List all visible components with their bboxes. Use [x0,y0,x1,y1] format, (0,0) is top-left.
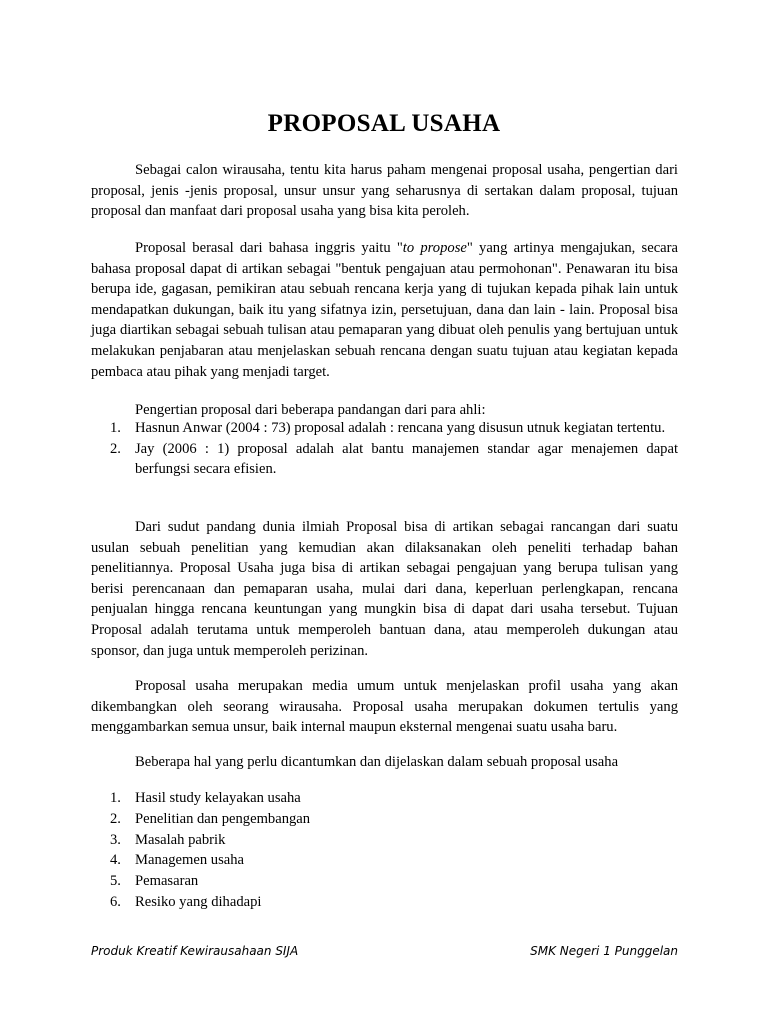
list-number: 2. [110,810,121,827]
list-item [91,418,678,439]
expert-definitions-list [91,418,678,480]
list-item-text: Hasil study kelayakan usaha [135,790,301,806]
footer-course-name: Produk Kreatif Kewirausahaan SIJA [91,944,299,958]
list-number: 1. [110,790,121,806]
paragraph-definition [91,238,678,382]
list-item [91,439,678,480]
paragraph-definition-rest: " yang artinya mengajukan, secara bahasa proposal dapat di artikan sebagai "bentuk pengajuan atau permohonan". Penawaran itu bisa berupa ide, gagasan, pemikiran atau sebuah rencana kerja yang di tujukan kepada pihak lain untuk mendapatkan dukungan, baik itu yang sifatnya izin, persetujuan, dana dan lain - lain. Proposal bisa juga diartikan sebagai sebuah tulisan atau pemaparan yang dibuat oleh penulis yang bertujuan untuk melakukan penjabaran atau menjelaskan sebuah rencana dengan suatu tujuan atau kegiatan kepada pembaca atau pihak yang menjadi target. [91,240,678,380]
list-item-text: Pemasaran [135,873,199,890]
list-number: 5. [110,873,121,890]
paragraph-items-intro: Beberapa hal yang perlu dicantumkan dan dijelaskan dalam sebuah proposal usaha [135,754,619,770]
list-item-text: Hasnun Anwar (2004 : 73) proposal adalah : rencana yang disusun utnuk kegiatan tertentu. [135,420,666,436]
paragraph-intro: Sebagai calon wirausaha, tentu kita harus paham mengenai proposal usaha, pengertian dari proposal, jenis -jenis proposal, unsur unsur yang seharusnya di sertakan dalam proposal, tujuan proposal dan manfaat dari proposal usaha yang bisa kita peroleh. [91,162,678,220]
list-item-text: Managemen usaha [135,852,245,869]
paragraph-experts-intro: Pengertian proposal dari beberapa pandangan dari para ahli: [135,402,486,418]
list-item-text: Jay (2006 : 1) proposal adalah alat bantu manajemen standar agar menajemen dapat berfungsi secara efisien. [135,440,678,478]
list-item [91,892,678,913]
paragraph-business-proposal: Proposal usaha merupakan media umum untuk menjelaskan profil usaha yang akan dikembangkan oleh seorang wirausaha. Proposal usaha merupakan dokumen tertulis yang menggambarkan semua unsur, baik internal maupun eksternal mengenai suatu usaha baru. [91,678,678,736]
list-item [91,830,678,851]
list-number: 2. [110,440,121,457]
paragraph-definition-italic: to propose [402,240,467,256]
paragraph-definition-start: Proposal berasal dari bahasa inggris yaitu " [135,240,403,256]
proposal-items-list [91,788,678,913]
list-number: 3. [110,831,121,848]
list-item-text: Resiko yang dihadapi [135,893,262,910]
list-item [91,871,678,892]
list-item [91,850,678,871]
list-number: 1. [110,420,121,436]
list-item [91,788,678,809]
document-title: PROPOSAL USAHA [267,110,501,137]
list-item [91,809,678,830]
list-item-text: Penelitian dan pengembangan [135,810,311,827]
list-number: 4. [110,852,121,869]
paragraph-scientific-view: Dari sudut pandang dunia ilmiah Proposal bisa di artikan sebagai rancangan dari suatu usulan sebuah penelitian yang kemudian akan dilaksanakan oleh peneliti terhadap bahan penelitiannya. Proposal Usaha juga bisa di artikan sebagai pengajuan yang berupa tulisan yang berisi perencanaan dan pemaparan usaha, mulai dari dana, keperluan perlengkapan, rencana penjualan hingga rencana keuntungan yang mungkin bisa di dapat dari usaha tersebut. Tujuan Proposal adalah terutama untuk memperoleh bantuan dana, atau memperoleh dukungan atau sponsor, dan juga untuk memperoleh perizinan. [91,519,678,659]
footer-school-name: SMK Negeri 1 Punggelan [530,944,678,958]
list-number: 6. [110,893,121,910]
list-item-text: Masalah pabrik [135,831,226,848]
